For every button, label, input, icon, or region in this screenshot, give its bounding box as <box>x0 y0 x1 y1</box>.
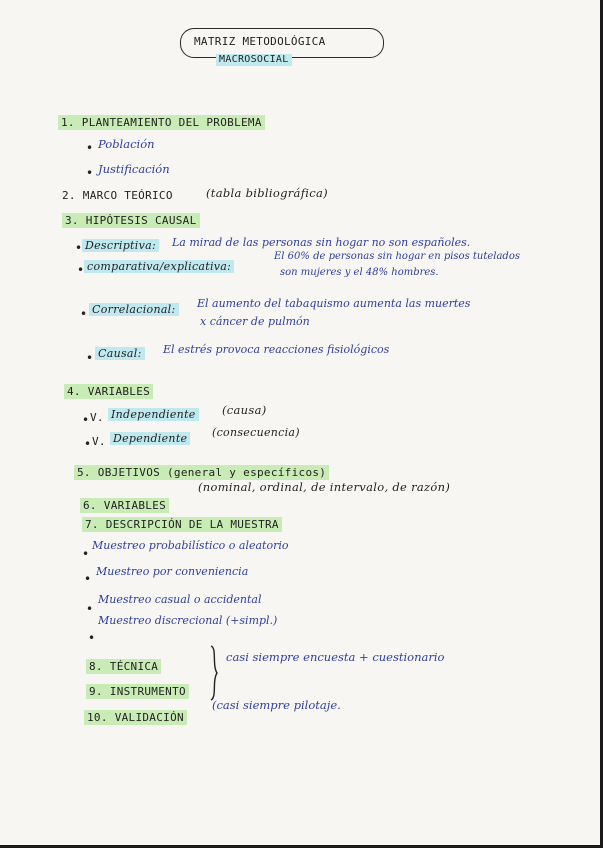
bullet: • <box>86 602 94 616</box>
bullet: • <box>80 307 88 321</box>
variable-prefix: V. <box>92 435 106 448</box>
section-2-note: (tabla bibliográfica) <box>206 186 328 200</box>
hypothesis-comparative-text-1: El 60% de personas sin hogar en pisos tutelados <box>274 251 520 262</box>
section-1-heading: 1. PLANTEAMIENTO DEL PROBLEMA <box>58 115 265 130</box>
bullet: • <box>82 547 90 561</box>
sampling-probabilistic: Muestreo probabilístico o aleatorio <box>92 539 289 552</box>
sampling-casual: Muestreo casual o accidental <box>98 593 262 606</box>
hypothesis-comparative-label: comparativa/explicativa: <box>84 260 234 273</box>
hypothesis-correlational-text-2: x cáncer de pulmón <box>200 315 310 328</box>
hypothesis-comparative-text-2: son mujeres y el 48% hombres. <box>280 267 439 278</box>
hypothesis-correlational-text-1: El aumento del tabaquismo aumenta las muertes <box>197 297 471 310</box>
sampling-convenience: Muestreo por conveniencia <box>96 565 249 578</box>
section-9-heading: 9. INSTRUMENTO <box>86 684 189 699</box>
section-10-note: (casi siempre pilotaje. <box>212 698 341 712</box>
section-1-item-a: Población <box>98 137 155 151</box>
bullet: • <box>82 413 90 427</box>
title-sub: MACROSOCIAL <box>216 54 292 66</box>
hypothesis-causal-text: El estrés provoca reacciones fisiológicos <box>163 343 390 356</box>
section-6-note: (nominal, ordinal, de intervalo, de razón) <box>198 480 451 494</box>
section-8-heading: 8. TÉCNICA <box>86 659 161 674</box>
variable-prefix: V. <box>90 411 104 424</box>
hypothesis-correlational-label: Correlacional: <box>89 303 179 316</box>
section-7-heading: 7. DESCRIPCIÓN DE LA MUESTRA <box>82 517 282 532</box>
section-6-heading: 6. VARIABLES <box>80 498 169 513</box>
variable-dependent-note: (consecuencia) <box>212 426 300 439</box>
bullet: • <box>84 437 92 451</box>
hypothesis-descriptive-label: Descriptiva: <box>82 239 159 252</box>
bullet: • <box>77 263 85 277</box>
bullet: • <box>86 166 94 180</box>
variable-dependent-label: Dependiente <box>110 432 190 445</box>
sections-8-9-note: casi siempre encuesta + cuestionario <box>226 650 445 664</box>
section-2-heading: 2. MARCO TEÓRICO <box>62 189 173 202</box>
sampling-discretional: Muestreo discrecional (+simpl.) <box>98 614 278 627</box>
hypothesis-descriptive-text: La mirad de las personas sin hogar no son españoles. <box>172 236 471 249</box>
bullet: • <box>88 631 96 645</box>
bullet: • <box>84 572 92 586</box>
bullet: • <box>75 241 83 255</box>
bullet: • <box>86 351 94 365</box>
variable-independent-label: Independiente <box>108 408 199 421</box>
section-5-heading: 5. OBJETIVOS (general y específicos) <box>74 465 329 480</box>
section-10-heading: 10. VALIDACIÓN <box>84 710 187 725</box>
hypothesis-causal-label: Causal: <box>95 347 145 360</box>
variable-independent-note: (causa) <box>222 403 267 417</box>
bullet: • <box>86 141 94 155</box>
curly-brace <box>209 645 219 701</box>
section-4-heading: 4. VARIABLES <box>64 384 153 399</box>
section-1-item-b: Justificación <box>98 162 170 176</box>
section-3-heading: 3. HIPÓTESIS CAUSAL <box>62 213 200 228</box>
title-main: MATRIZ METODOLÓGICA <box>194 35 326 48</box>
